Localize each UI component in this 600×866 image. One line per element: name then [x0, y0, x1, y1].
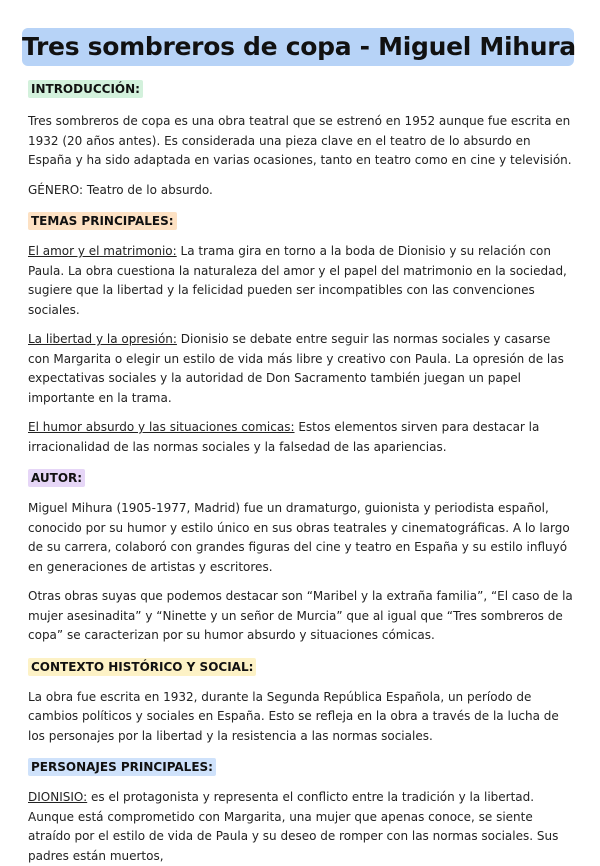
- heading-temas-principales: TEMAS PRINCIPALES:: [28, 212, 177, 230]
- author-paragraph: Otras obras suyas que podemos destacar son “Maribel y la extraña familia”, “El caso de la mujer asesinadita” y “Ninette y un señor de Murcia” que al igual que “Tres sombreros de copa” se caracterizan por su humor absurdo y situaciones cómicas.: [28, 589, 573, 642]
- theme-label: El humor absurdo y las situaciones comicas:: [28, 420, 295, 434]
- character-text: es el protagonista y representa el conflicto entre la tradición y la libertad. Aunque está comprometido con Margarita, una mujer que apenas conoce, se siente atraído por el estilo de vida de Paula y su deseo de romper con las normas sociales. Sus padres están muertos,: [28, 790, 559, 863]
- heading-personajes-principales: PERSONAJES PRINCIPALES:: [28, 758, 216, 776]
- theme-item: [28, 242, 574, 320]
- character-item: [28, 788, 574, 866]
- heading-autor: AUTOR:: [28, 469, 85, 487]
- document-body: [28, 78, 574, 866]
- genre-line: GÉNERO: Teatro de lo absurdo.: [28, 182, 213, 197]
- character-label: DIONISIO:: [28, 790, 88, 804]
- theme-item: [28, 418, 574, 457]
- theme-item: [28, 330, 574, 408]
- theme-text: La trama gira en torno a la boda de Dionisio y su relación con Paula. La obra cuestiona la naturaleza del amor y el papel del matrimonio en la sociedad, sugiere que la libertad y la felicidad pueden ser incompatibles con las convenciones sociales.: [28, 244, 567, 317]
- theme-label: La libertad y la opresión:: [28, 332, 177, 346]
- page-title: Tres sombreros de copa - Miguel Mihura: [22, 28, 574, 66]
- theme-label: El amor y el matrimonio:: [28, 244, 177, 258]
- intro-paragraph: Tres sombreros de copa es una obra teatral que se estrenó en 1952 aunque fue escrita en 1932 (20 años antes). Es considerada una pieza clave en el teatro de lo absurdo en España y ha sido adaptada en varias ocasiones, tanto en teatro como en cine y televisión.: [28, 114, 572, 167]
- heading-contexto-historico: CONTEXTO HISTÓRICO Y SOCIAL:: [28, 658, 256, 676]
- author-paragraph: Miguel Mihura (1905-1977, Madrid) fue un dramaturgo, guionista y periodista español, conocido por su humor y estilo único en sus obras teatrales y cinematográficas. A lo largo de su carrera, colaboró con grandes figuras del cine y teatro en España y su estilo influyó en generaciones de artistas y escritores.: [28, 501, 570, 574]
- heading-introduccion: INTRODUCCIÓN:: [28, 80, 143, 98]
- theme-text: Dionisio se debate entre seguir las normas sociales y casarse con Margarita o elegir un estilo de vida más libre y creativo con Paula. La opresión de las expectativas sociales y la autoridad de Don Sacramento también juegan un papel importante en la trama.: [28, 332, 564, 405]
- context-paragraph: La obra fue escrita en 1932, durante la Segunda República Española, un período de cambios políticos y sociales en España. Esto se refleja en la obra a través de la lucha de los personajes por la libertad y la resistencia a las normas sociales.: [28, 689, 559, 743]
- theme-text: Estos elementos sirven para destacar la irracionalidad de las normas sociales y la falsedad de las apariencias.: [28, 420, 540, 454]
